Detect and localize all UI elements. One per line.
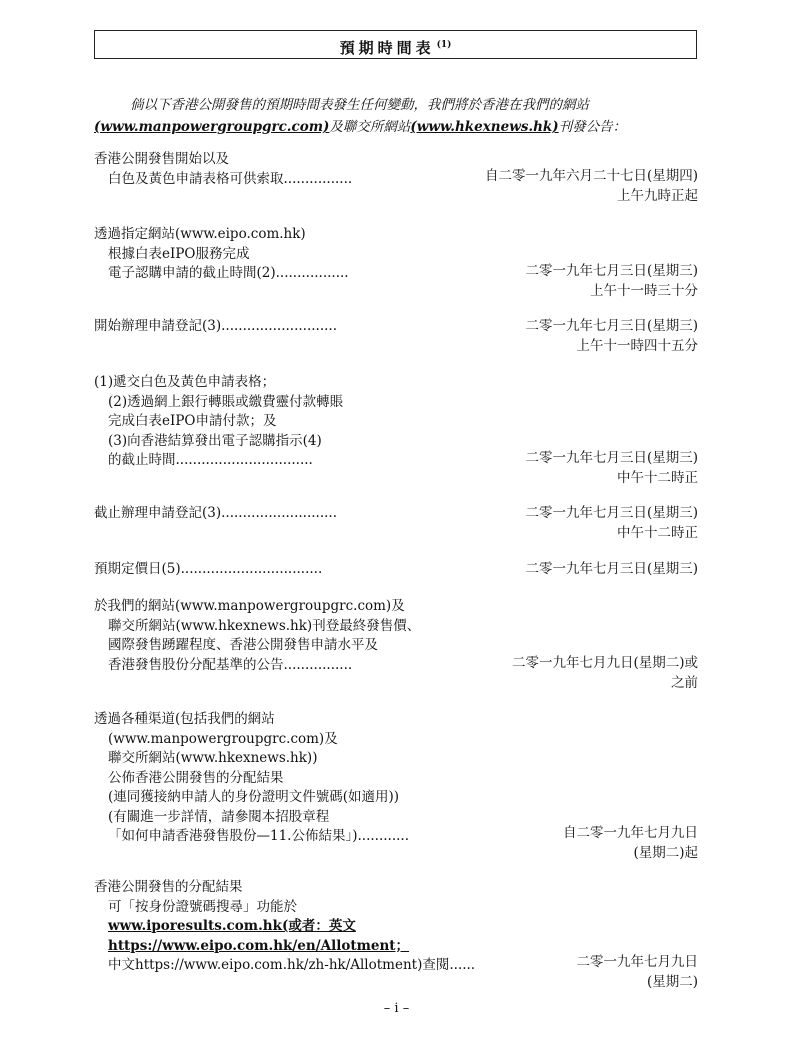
entry-line-link[interactable]: https://www.eipo.com.hk/en/Allotment；	[108, 937, 410, 954]
entry-date: 二零一九年七月三日(星期三)	[525, 505, 698, 521]
entry-line: (www.manpowergroupgrc.com)及	[108, 730, 338, 747]
entry-line: 聯交所網站(www.hkexnews.hk)刊登最終發售價、	[108, 617, 421, 634]
intro-tail: 刊發公告：	[558, 119, 627, 135]
title-note: (1)	[436, 40, 452, 50]
intro-url-hkex[interactable]: (www.hkexnews.hk)	[410, 119, 559, 135]
entry-line: 香港公開發售開始以及	[94, 151, 229, 167]
entry-line-link[interactable]: www.iporesults.com.hk(或者：英文	[108, 918, 356, 934]
entry-line: 透過各種渠道(包括我們的網站	[94, 711, 275, 727]
entry-line: 「如何申請香港發售股份—11.公佈結果」)............	[108, 828, 409, 844]
entry-time: 中午十二時正	[617, 524, 698, 541]
entry-time: 中午十二時正	[617, 469, 698, 486]
entry-line: 香港公開發售的分配結果	[94, 879, 243, 895]
intro-paragraph	[94, 94, 704, 138]
intro-line-1: 倘以下香港公開發售的預期時間表發生任何變動，我們將於香港在我們的網站	[130, 97, 589, 113]
intro-mid: 及聯交所網站	[329, 119, 411, 135]
entry-time: (星期二)	[646, 973, 698, 990]
entry-line: (連同獲接納申請人的身份證明文件號碼(如適用))	[108, 789, 400, 805]
entry-line: 根據白表eIPO服務完成	[108, 245, 250, 262]
entry-line: (3)向香港結算發出電子認購指示(4)	[108, 432, 322, 449]
entry-line: 透過指定網站(www.eipo.com.hk)	[94, 226, 306, 242]
entry-line: 聯交所網站(www.hkexnews.hk))	[108, 750, 318, 766]
entry-date: 二零一九年七月三日(星期三)	[525, 450, 698, 466]
entry-date: 自二零一九年七月九日	[563, 825, 698, 841]
entry-line: 電子認購申請的截止時間(2).................	[108, 265, 349, 281]
entry-date: 二零一九年七月三日(星期三)	[525, 318, 698, 334]
entry-date: 二零一九年七月九日	[576, 954, 698, 970]
entry-line: 中文https://www.eipo.com.hk/zh-hk/Allotment)查閱......	[108, 957, 476, 973]
entry-time: 上午十一時三十分	[590, 282, 698, 299]
entry-line: 完成白表eIPO申請付款；及	[108, 413, 277, 429]
entry-time: (星期二)起	[633, 844, 698, 861]
page-title: 預期時間表	[339, 39, 435, 57]
entry-line: (1)遞交白色及黃色申請表格；	[94, 374, 276, 390]
entry-date: 二零一九年七月三日(星期三)	[525, 561, 698, 577]
entry-line: 於我們的網站(www.manpowergroupgrc.com)及	[94, 598, 405, 614]
entry-line: (有關進一步詳情，請參閱本招股章程	[108, 808, 330, 825]
entry-time: 上午十一時四十五分	[576, 337, 698, 354]
entry-line: 開始辦理申請登記(3)...........................	[94, 318, 337, 334]
entry-line: 截止辦理申請登記(3)...........................	[94, 505, 337, 521]
entry-line: 公佈香港公開發售的分配結果	[108, 769, 284, 786]
entry-line: 可「按身份證號碼搜尋」功能於	[108, 898, 297, 915]
entry-date: 自二零一九年六月二十七日(星期四)	[484, 168, 698, 184]
entry-date: 二零一九年七月三日(星期三)	[525, 263, 698, 279]
entry-time: 上午九時正起	[617, 187, 698, 204]
entry-line: 預期定價日(5).................................	[94, 561, 323, 577]
page-title-box	[94, 30, 697, 59]
entry-time: 之前	[671, 674, 698, 691]
page-number: – i –	[383, 1001, 410, 1016]
entry-line: (2)透過網上銀行轉賬或繳費靈付款轉賬	[108, 393, 344, 410]
intro-url-company[interactable]: (www.manpowergroupgrc.com)	[94, 119, 330, 135]
entry-line: 香港發售股份分配基準的公告................	[108, 656, 353, 673]
entry-line: 的截止時間................................	[108, 452, 313, 468]
entry-line: 白色及黃色申請表格可供索取................	[108, 170, 353, 187]
entry-date: 二零一九年七月九日(星期二)或	[511, 655, 698, 671]
entry-line: 國際發售踴躍程度、香港公開發售申請水平及	[108, 637, 378, 653]
